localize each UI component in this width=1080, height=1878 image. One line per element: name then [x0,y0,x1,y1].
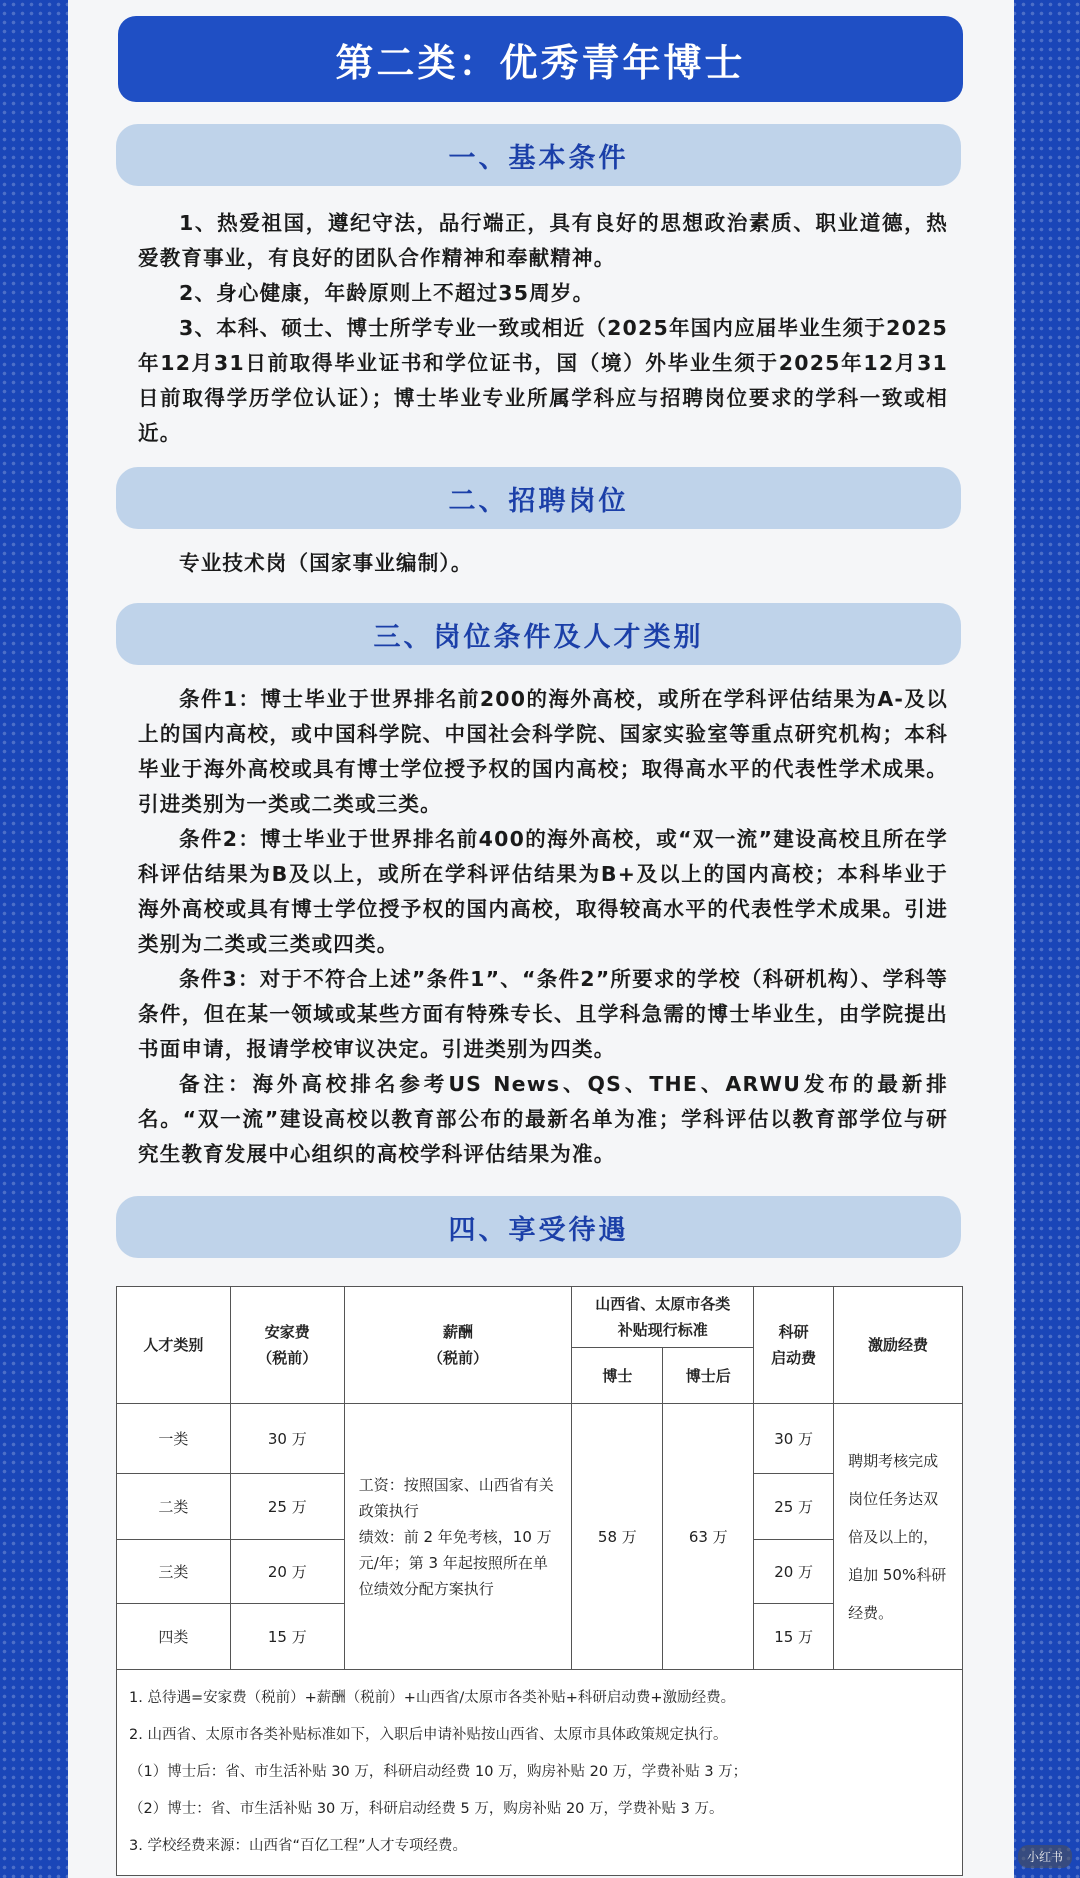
section-heading-text: 四、享受待遇 [448,1214,629,1246]
section-basic-body [138,206,948,451]
cell-postdoc-subsidy: 63 万 [663,1404,754,1670]
paragraph: 备注：海外高校排名参考US News、QS、THE、ARWU发布的最新排名。“双一流”建设高校以教育部公布的最新名单为准；学科评估以教育部学位与研究生教育发展中心组织的高校学科评估结果为准。 [138,1072,948,1166]
cell-category: 二类 [117,1474,231,1540]
document-page [68,0,1014,1878]
cell-research: 25 万 [754,1474,834,1540]
note-line: 1. 总待遇=安家费（税前）+薪酬（税前）+山西省/太原市各类补贴+科研启动费+激励经费。 [129,1690,736,1706]
section-conditions-body [138,682,948,1172]
header-postdoc: 博士后 [663,1348,754,1404]
note-line: 2. 山西省、太原市各类补贴标准如下，入职后申请补贴按山西省、太原市具体政策规定执行。 [129,1727,728,1743]
cell-settle: 25 万 [230,1474,344,1540]
cell-category: 一类 [117,1404,231,1474]
cell-settle: 15 万 [230,1604,344,1670]
page-title-banner [118,16,963,102]
cell-research: 30 万 [754,1404,834,1474]
header-subsidy-group: 山西省、太原市各类 补贴现行标准 [572,1287,754,1348]
section-heading-text: 二、招聘岗位 [448,485,629,517]
cell-research: 20 万 [754,1540,834,1604]
watermark-badge: 小红书 [1018,1845,1072,1868]
note-line: 3. 学校经费来源：山西省“百亿工程”人才专项经费。 [129,1838,467,1854]
cell-phd-subsidy: 58 万 [572,1404,663,1670]
paragraph: 条件1：博士毕业于世界排名前200的海外高校，或所在学科评估结果为A-及以上的国内高校，或中国科学院、中国社会科学院、国家实验室等重点研究机构；本科毕业于海外高校或具有博士学位授予权的国内高校；取得高水平的代表性学术成果。引进类别为一类或二类或三类。 [138,687,948,816]
cell-category: 三类 [117,1540,231,1604]
paragraph: 1、热爱祖国，遵纪守法，品行端正，具有良好的思想政治素质、职业道德，热爱教育事业，有良好的团队合作精神和奉献精神。 [138,211,948,270]
cell-category: 四类 [117,1604,231,1670]
header-research: 科研 启动费 [754,1287,834,1404]
cell-settle: 30 万 [230,1404,344,1474]
page-title: 第二类：优秀青年博士 [335,40,746,85]
header-category: 人才类别 [117,1287,231,1404]
paragraph: 专业技术岗（国家事业编制）。 [179,551,473,575]
section-heading-positions [116,467,961,529]
cell-research: 15 万 [754,1604,834,1670]
table-notes [117,1670,963,1876]
header-phd: 博士 [572,1348,663,1404]
note-line: （1）博士后：省、市生活补贴 30 万，科研启动经费 10 万，购房补贴 20 万，学费补贴 3 万； [129,1764,748,1780]
paragraph: 条件3：对于不符合上述”条件1”、“条件2”所要求的学校（科研机构）、学科等条件，但在某一领域或某些方面有特殊专长、且学科急需的博士毕业生，由学院提出书面申请，报请学校审议决定。引进类别为四类。 [138,967,948,1061]
background-pattern-left [0,0,70,1878]
cell-salary: 工资：按照国家、山西省有关政策执行 绩效：前 2 年免考核，10 万元/年；第 3 年起按照所在单位绩效分配方案执行 [344,1404,572,1670]
section-heading-benefits [116,1196,961,1258]
header-settle: 安家费 （税前） [230,1287,344,1404]
cell-incentive: 聘期考核完成岗位任务达双倍及以上的，追加 50%科研经费。 [834,1404,963,1670]
table-notes-row [117,1670,963,1876]
section-heading-basic [116,124,961,186]
header-salary: 薪酬 （税前） [344,1287,572,1404]
header-incentive: 激励经费 [834,1287,963,1404]
benefits-table [116,1286,963,1876]
paragraph: 条件2：博士毕业于世界排名前400的海外高校，或“双一流”建设高校且所在学科评估结果为B及以上，或所在学科评估结果为B+及以上的国内高校；本科毕业于海外高校或具有博士学位授予权的国内高校，取得较高水平的代表性学术成果。引进类别为二类或三类或四类。 [138,827,948,956]
cell-settle: 20 万 [230,1540,344,1604]
section-heading-conditions [116,603,961,665]
section-heading-text: 一、基本条件 [448,142,629,174]
table-row [117,1404,963,1474]
background-pattern-right [1010,0,1080,1878]
paragraph: 3、本科、硕士、博士所学专业一致或相近（2025年国内应届毕业生须于2025年12月31日前取得毕业证书和学位证书，国（境）外毕业生须于2025年12月31日前取得学历学位认证）；博士毕业专业所属学科应与招聘岗位要求的学科一致或相近。 [138,316,948,445]
paragraph: 2、身心健康，年龄原则上不超过35周岁。 [179,281,595,305]
section-heading-text: 三、岗位条件及人才类别 [373,621,704,653]
section-positions-body [138,546,948,581]
note-line: （2）博士：省、市生活补贴 30 万，科研启动经费 5 万，购房补贴 20 万，学费补贴 3 万。 [129,1801,724,1817]
